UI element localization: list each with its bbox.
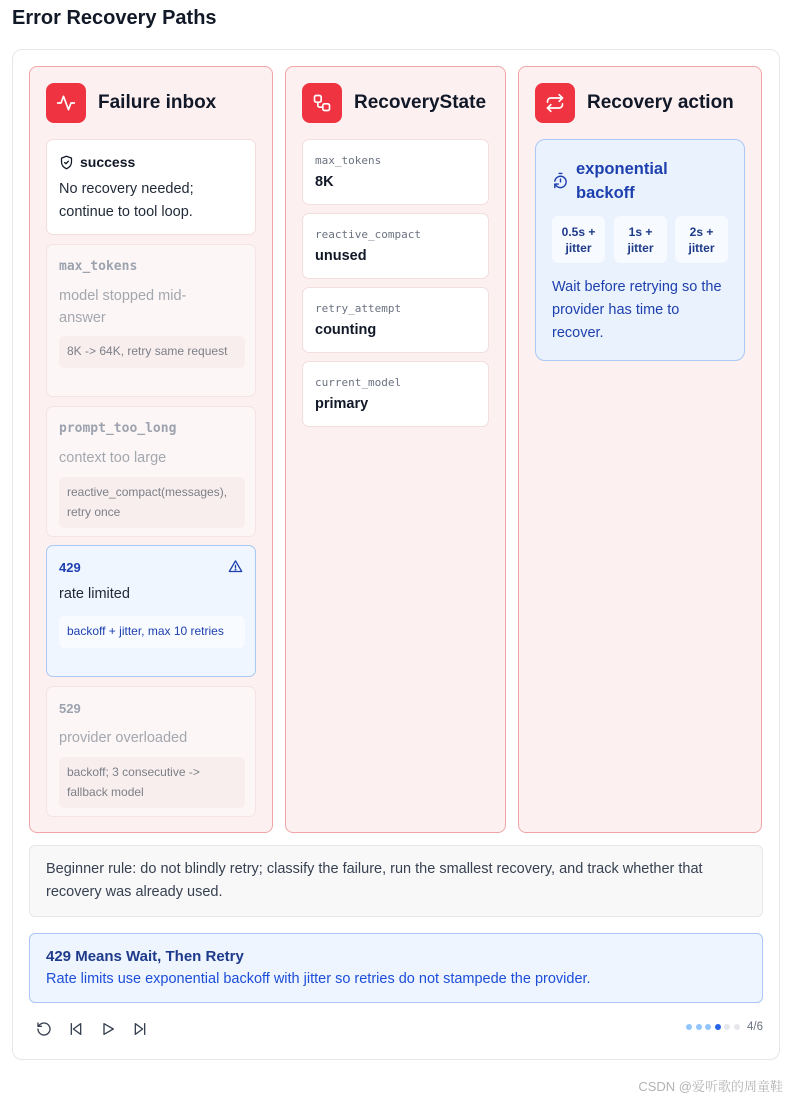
failure-desc: context too large [59,450,167,466]
timer-reset-icon [552,172,569,189]
backoff-chip: 0.5s + jitter [552,216,605,263]
step-dot[interactable] [734,1024,740,1030]
step-pager [686,1021,763,1033]
backoff-chip: 2s + jitter [675,216,728,263]
step-dot[interactable] [724,1024,730,1030]
step-note-desc: Rate limits use exponential backoff with jitter so retries do not stampede the provider. [46,971,591,987]
workflow-icon [302,83,342,123]
play-icon [100,1021,116,1037]
play-button[interactable] [98,1019,118,1039]
restart-icon [36,1021,52,1037]
step-note-title: 429 Means Wait, Then Retry [46,948,244,965]
recovery-state-title: RecoveryState [354,92,487,113]
state-field-max-tokens [302,139,489,205]
recovery-action-card [535,139,745,361]
state-value: counting [315,322,377,338]
previous-button[interactable] [66,1019,86,1039]
recovery-state-column [285,66,506,833]
recovery-action-title: Recovery action [587,92,734,113]
failure-inbox-title: Failure inbox [98,92,217,113]
failure-action: backoff; 3 consecutive -> fallback model [59,757,245,808]
playback-controls [34,1019,162,1039]
failure-action: 8K -> 64K, retry same request [59,336,245,368]
state-field-reactive-compact [302,213,489,279]
repeat-icon [535,83,575,123]
step-dot[interactable] [696,1024,702,1030]
recovery-action-column [518,66,762,833]
next-button[interactable] [130,1019,150,1039]
step-dot[interactable] [705,1024,711,1030]
recovery-action-name: exponential backoff [576,160,668,202]
step-dot[interactable] [715,1024,721,1030]
previous-icon [68,1021,84,1037]
state-key: retry_attempt [315,302,402,315]
restart-button[interactable] [34,1019,54,1039]
failure-card-prompt-too-long[interactable] [46,406,256,537]
beginner-rule: Beginner rule: do not blindly retry; classify the failure, run the smallest recovery, and track whether that recovery was already used. [29,845,763,917]
success-label: success [80,154,136,170]
failure-card-529[interactable] [46,686,256,817]
success-card[interactable] [46,139,256,235]
state-value: 8K [315,174,334,190]
failure-code: 529 [59,701,81,716]
step-note [29,933,763,1003]
failure-code: max_tokens [59,259,138,274]
step-dot[interactable] [686,1024,692,1030]
failure-code: 429 [59,560,81,575]
recovery-action-header [535,83,734,123]
failure-inbox-header [46,83,216,123]
recovery-action-desc: Wait before retrying so the provider has time to recover. [552,279,722,341]
failure-card-429[interactable] [46,545,256,677]
page-title: Error Recovery Paths [12,7,217,29]
failure-desc: provider overloaded [59,730,188,746]
failure-desc: model stopped mid-answer [59,288,187,326]
state-field-current-model [302,361,489,427]
recovery-state-header [302,83,486,123]
failure-desc: rate limited [59,586,130,602]
failure-code: prompt_too_long [59,421,177,436]
state-key: current_model [315,376,402,389]
warning-icon [228,559,243,574]
backoff-chip: 1s + jitter [614,216,667,263]
state-value: unused [315,248,367,264]
failure-action: reactive_compact(messages), retry once [59,477,245,528]
step-counter: 4/6 [747,1021,763,1033]
state-field-retry-attempt [302,287,489,353]
failure-inbox-column [29,66,273,833]
failure-action: backoff + jitter, max 10 retries [59,616,245,648]
state-value: primary [315,396,369,412]
success-desc: No recovery needed; continue to tool loop. [59,181,194,220]
watermark: CSDN @爱听歌的周童鞋 [638,1079,783,1094]
activity-icon [46,83,86,123]
failure-card-max-tokens[interactable] [46,244,256,397]
state-key: max_tokens [315,154,382,167]
next-icon [132,1021,148,1037]
shield-check-icon [59,155,74,170]
state-key: reactive_compact [315,228,421,241]
